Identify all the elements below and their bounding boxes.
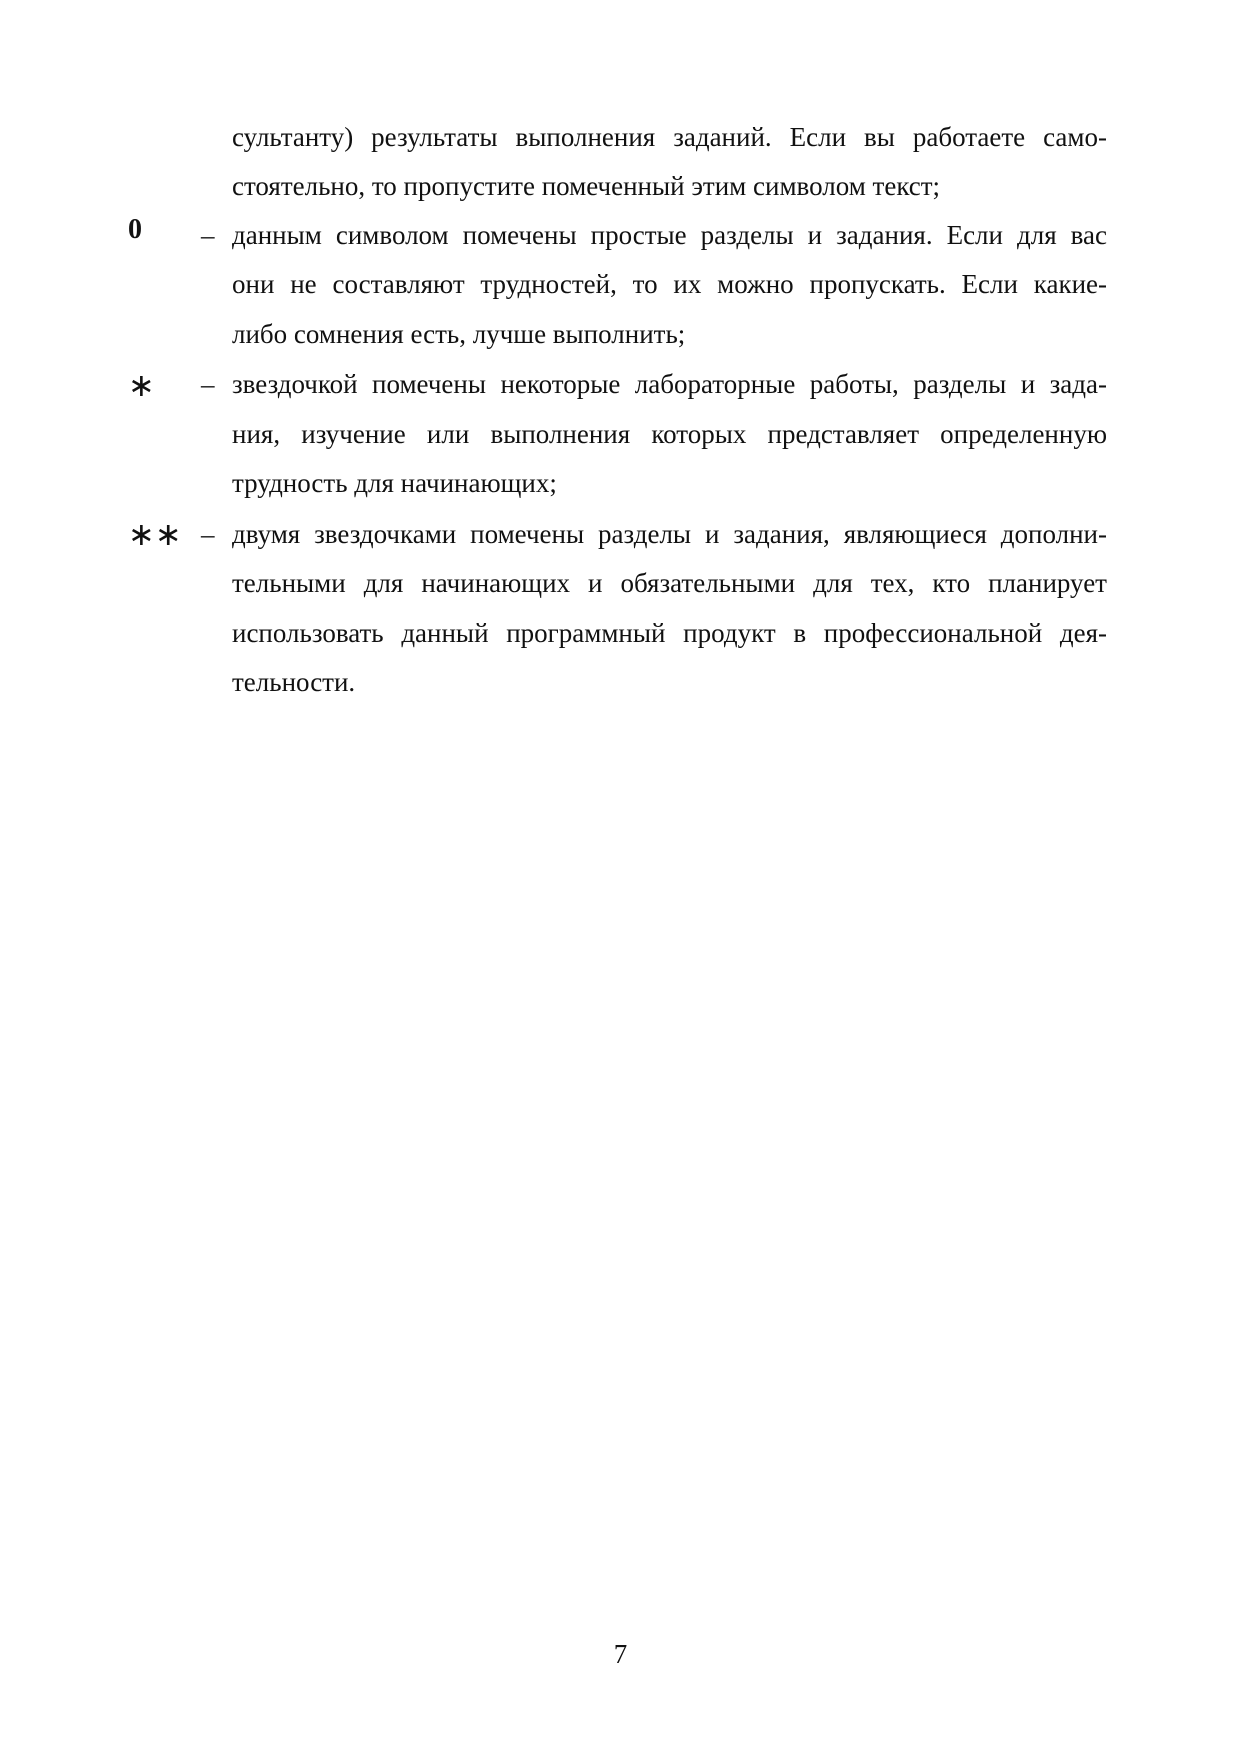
legend-dash: –: [201, 220, 215, 250]
legend-text-line: двумя звездочками помечены разделы и задания, являющиеся дополни-: [232, 519, 1107, 549]
double-asterisk-symbol: ∗∗: [128, 515, 182, 553]
legend-text-line: данным символом помечены простые разделы и задания. Если для вас: [232, 220, 1107, 250]
legend-text-line: трудность для начинающих;: [232, 468, 557, 498]
simple-tasks-symbol: 0: [128, 214, 142, 245]
legend-text-line: тельности.: [232, 667, 356, 697]
intro-line: стоятельно, то пропустите помеченный этим символом текст;: [232, 171, 941, 201]
page-number: 7: [613, 1639, 628, 1669]
legend-dash: –: [201, 519, 215, 549]
asterisk-symbol: ∗: [128, 366, 155, 404]
legend-text-line: либо сомнения есть, лучше выполнить;: [232, 319, 686, 349]
legend-dash: –: [201, 369, 215, 399]
legend-text-line: использовать данный программный продукт в профессиональной дея-: [232, 618, 1107, 648]
legend-text-line: ния, изучение или выполнения которых представляет определенную: [232, 419, 1107, 449]
intro-line: сультанту) результаты выполнения заданий. Если вы работаете само-: [232, 122, 1107, 152]
legend-text-line: звездочкой помечены некоторые лабораторные работы, разделы и зада-: [232, 369, 1107, 399]
legend-text-line: тельными для начинающих и обязательными для тех, кто планирует: [232, 568, 1107, 598]
legend-text-line: они не составляют трудностей, то их можно пропускать. Если какие-: [232, 269, 1107, 299]
